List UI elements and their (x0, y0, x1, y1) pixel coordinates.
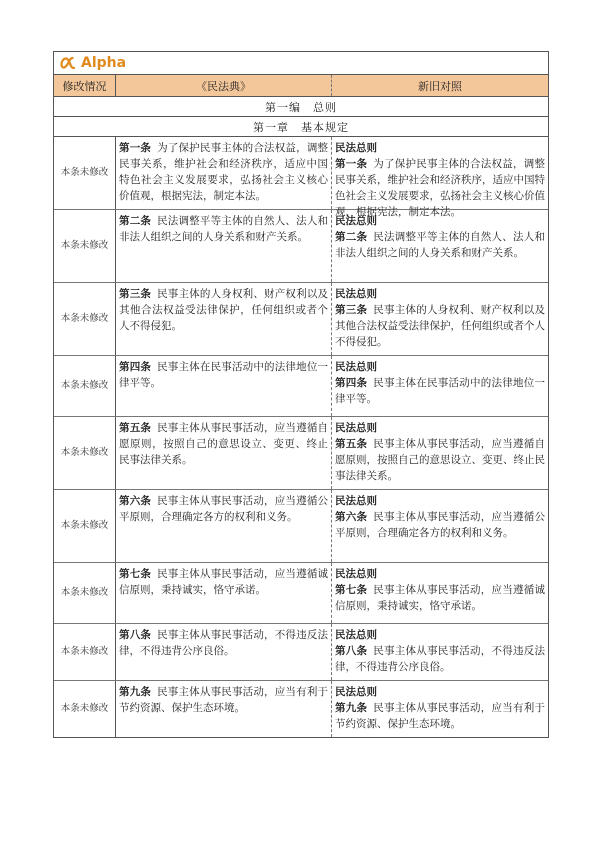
table-row (54, 563, 548, 624)
table-header (54, 75, 548, 97)
table-row (54, 490, 548, 563)
compare-cell (332, 417, 548, 489)
status-cell (54, 417, 116, 489)
old-law-name: 民法总则 (335, 422, 377, 434)
article-number: 第四条 (119, 361, 152, 373)
old-law-name: 民法总则 (335, 568, 377, 580)
article-text: 民事主体从事民事活动，应当有利于节约资源、保护生态环境。 (119, 686, 329, 714)
old-article-number: 第九条 (335, 702, 368, 714)
status-cell (54, 563, 116, 623)
article-text: 为了保护民事主体的合法权益，调整民事关系，维护社会和经济秩序，适应中国特色社会主义发展要求，弘扬社会主义核心价值观，根据宪法，制定本法。 (119, 142, 329, 202)
old-article-number: 第八条 (335, 645, 368, 657)
compare-cell (332, 563, 548, 623)
code-cell (116, 137, 332, 209)
old-law-name: 民法总则 (335, 215, 377, 227)
old-article-number: 第四条 (335, 377, 368, 389)
old-law-name: 民法总则 (335, 686, 377, 698)
table-row (54, 356, 548, 417)
status-cell (54, 681, 116, 737)
status-text: 本条未修改 (60, 646, 109, 657)
status-cell (54, 283, 116, 355)
old-law-name: 民法总则 (335, 288, 377, 300)
old-article-text: 民事主体从事民事活动，应当遵循公平原则，合理确定各方的权利和义务。 (335, 511, 545, 539)
comparison-table (53, 51, 549, 738)
article-number: 第五条 (119, 422, 152, 434)
status-text: 本条未修改 (60, 587, 109, 598)
old-article-text: 为了保护民事主体的合法权益，调整民事关系，维护社会和经济秩序，适应中国特色社会主义发展要求，弘扬社会主义核心价值观，根据宪法，制定本法。 (335, 158, 545, 218)
status-text: 本条未修改 (60, 380, 109, 391)
article-number: 第一条 (119, 142, 152, 154)
old-article-text: 民事主体从事民事活动，应当有利于节约资源、保护生态环境。 (335, 702, 545, 730)
compare-cell (332, 490, 548, 562)
article-number: 第六条 (119, 495, 152, 507)
status-cell (54, 137, 116, 209)
article-number: 第九条 (119, 686, 152, 698)
old-article-text: 民事主体从事民事活动，不得违反法律，不得违背公序良俗。 (335, 645, 545, 673)
old-article-text: 民事主体从事民事活动，应当遵循诚信原则，秉持诚实，恪守承诺。 (335, 584, 545, 612)
compare-cell (332, 283, 548, 355)
status-text: 本条未修改 (60, 313, 109, 324)
status-text: 本条未修改 (60, 447, 109, 458)
old-article-number: 第一条 (335, 158, 368, 170)
compare-cell (332, 624, 548, 680)
table-row (54, 624, 548, 681)
status-cell (54, 210, 116, 282)
old-article-number: 第二条 (335, 231, 368, 243)
code-cell (116, 681, 332, 737)
article-text: 民事主体从事民事活动，应当遵循诚信原则，秉持诚实，恪守承诺。 (119, 568, 329, 596)
article-number: 第二条 (119, 215, 152, 227)
brand-bar (54, 52, 548, 75)
code-cell (116, 624, 332, 680)
status-cell (54, 490, 116, 562)
article-text: 民事主体从事民事活动，应当遵循公平原则，合理确定各方的权利和义务。 (119, 495, 329, 523)
table-row (54, 417, 548, 490)
table-body (54, 137, 548, 737)
old-article-number: 第三条 (335, 304, 368, 316)
old-law-name: 民法总则 (335, 629, 377, 641)
compare-cell (332, 681, 548, 737)
old-article-number: 第七条 (335, 584, 368, 596)
table-row (54, 210, 548, 283)
old-law-name: 民法总则 (335, 361, 377, 373)
old-article-text: 民事主体在民事活动中的法律地位一律平等。 (335, 377, 545, 405)
code-cell (116, 283, 332, 355)
status-text: 本条未修改 (60, 167, 109, 178)
header-status: 修改情况 (54, 75, 116, 96)
old-law-name: 民法总则 (335, 142, 377, 154)
compare-cell (332, 210, 548, 282)
chapter-title: 第一章 基本规定 (54, 117, 548, 137)
code-cell (116, 417, 332, 489)
header-code: 《民法典》 (116, 75, 332, 96)
code-cell (116, 356, 332, 416)
alpha-logo-icon (60, 55, 76, 71)
old-article-number: 第六条 (335, 511, 368, 523)
status-cell (54, 624, 116, 680)
status-text: 本条未修改 (60, 240, 109, 251)
status-cell (54, 356, 116, 416)
status-text: 本条未修改 (60, 520, 109, 531)
status-text: 本条未修改 (60, 703, 109, 714)
code-cell (116, 563, 332, 623)
article-text: 民事主体的人身权利、财产权利以及其他合法权益受法律保护，任何组织或者个人不得侵犯。 (119, 288, 329, 332)
table-row (54, 681, 548, 737)
code-cell (116, 210, 332, 282)
article-number: 第八条 (119, 629, 152, 641)
header-compare: 新旧对照 (418, 79, 462, 93)
brand-name: Alpha (81, 55, 127, 71)
table-row (54, 283, 548, 356)
old-law-name: 民法总则 (335, 495, 377, 507)
old-article-number: 第五条 (335, 438, 368, 450)
article-text: 民法调整平等主体的自然人、法人和非法人组织之间的人身关系和财产关系。 (119, 215, 329, 243)
old-article-text: 民事主体从事民事活动，应当遵循自愿原则，按照自己的意思设立、变更、终止民事法律关系。 (335, 438, 545, 482)
part-title: 第一编 总则 (54, 97, 548, 117)
table-row (54, 137, 548, 218)
code-cell (116, 490, 332, 562)
article-text: 民事主体从事民事活动，应当遵循自愿原则，按照自己的意思设立、变更、终止民事法律关系。 (119, 422, 329, 466)
old-article-text: 民事主体的人身权利、财产权利以及其他合法权益受法律保护，任何组织或者个人不得侵犯。 (335, 304, 545, 348)
compare-cell (332, 137, 548, 218)
article-number: 第三条 (119, 288, 152, 300)
compare-cell (332, 356, 548, 416)
article-text: 民事主体在民事活动中的法律地位一律平等。 (119, 361, 329, 389)
article-text: 民事主体从事民事活动，不得违反法律，不得违背公序良俗。 (119, 629, 329, 657)
old-article-text: 民法调整平等主体的自然人、法人和非法人组织之间的人身关系和财产关系。 (335, 231, 545, 259)
article-number: 第七条 (119, 568, 152, 580)
